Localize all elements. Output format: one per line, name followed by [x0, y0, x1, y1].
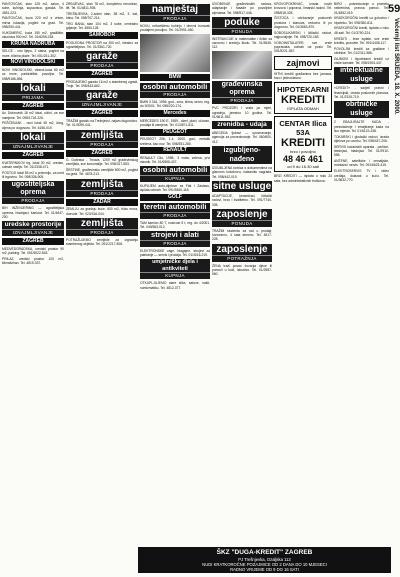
section-subtitle: IZNAJMLJIVANJE	[66, 101, 138, 108]
column-6	[334, 2, 389, 575]
equipment-photo	[212, 51, 272, 79]
section-subtitle: PRODAJA	[66, 62, 138, 69]
section-subtitle: PRODAJA	[66, 229, 138, 236]
classified-ad: G. Dubrava - Trnava, 1200 m2 građevinskog zemljišta, sve komunalije. Tel. 098/317-553.	[66, 158, 138, 167]
section-header	[212, 209, 272, 227]
section-title: garaže	[86, 90, 118, 102]
classified-ad: VODOINSTALATER, sve vrste popravaka, odmah na poziv. Tel. 091/5221-067.	[274, 40, 332, 54]
section-title: intelektualne usluge	[340, 67, 383, 83]
section-subtitle: PRODAJA	[2, 197, 64, 204]
classified-ad: INSTRUKCIJE iz matematike i fizike za osnovnu i srednju školu. Tel. 01/3845-112.	[212, 36, 272, 50]
brand-tag: PEUGEOT	[140, 129, 210, 136]
classified-ad: MERCEDES 190 E, 1989., dizel, plavi, očuvan, prodaja ili zamjena. Tel. 01/3871-611.	[140, 118, 210, 127]
classified-ad: TOKARSKI i glodački radovi, izrada dijelova po uzorku. Tel. 098/447-206.	[334, 134, 389, 143]
credit-title: KREDITI	[281, 94, 325, 107]
credit-tagline: brzo i povoljno	[290, 149, 316, 155]
section-title: poduke	[224, 16, 260, 28]
section-title: građevinska oprema	[221, 81, 263, 97]
classified-ad: SELCE - vrlo lijepo, 2 stana, pogled na more, blizina plaže. Tel. 051/241-302.	[2, 49, 64, 58]
page-number: 59	[388, 3, 400, 15]
credit-phone: 48 46 461	[282, 154, 324, 165]
footer-line: NUDI KRATKOROČNE POZAJMICE OD 2 DANA DO 10 MJESECI	[202, 561, 327, 567]
section-title: uredske prostorije	[4, 221, 62, 229]
footer-line: RADNO VRIJEME OD 9 DO 16 SATI	[230, 566, 299, 572]
classified-ad: POSTOJI lokal 55 m2 u prizemlju, za ured ili trgovinu. Tel. 098/336-905.	[2, 170, 64, 179]
classified-ad: TRG BANA, stan 104 m2, 3 sobe, centralno grijanje. Tel. 4550-128.	[66, 22, 138, 31]
section-header	[212, 181, 272, 192]
classified-ad: ZEMLJU za gradnju kuće, 600 m2, blizu mora, dozvole. Tel. 023/316-044.	[66, 207, 138, 216]
classified-ad: PEŠČENJAK - novi lokal 45 m2, izlog, cijena po dogovoru. Tel. 6156-019.	[2, 121, 64, 130]
footer-line: PJ Trešnjevka, Ozaljska 113	[238, 556, 291, 562]
section-header	[2, 181, 64, 204]
section-subtitle: IZNAJMLJIVANJE	[2, 143, 64, 150]
credit-hours: od 9 do 16.30 sati	[287, 164, 319, 170]
section-header	[66, 51, 138, 69]
classified-ad: ŽENA traži posao čuvanja djece ili pomoći u kući, iskustvo. Tel. 01/2987-560.	[212, 263, 272, 277]
section-header	[2, 83, 64, 101]
section-title: lokali	[20, 132, 46, 144]
classified-ad: 2 EBAJLIRAJTE KADA - presvlačenje i emajliranje kada na licu mjesta. Tel. 01/6122-438.	[334, 120, 389, 133]
section-subtitle: PRODAJA	[140, 91, 210, 98]
section-title: zemljišta	[80, 129, 124, 141]
credit-title: KREDITI	[281, 137, 325, 150]
page-header-strip	[388, 0, 400, 577]
classified-ad: ŠESTINE, građevinsko zemljište 800 m2, pogled na grad. Tel. 4678-213.	[66, 168, 138, 177]
credit-headline: HIPOTEKARNI	[277, 85, 329, 95]
section-header	[334, 101, 389, 118]
classified-ad: KVATERNIKOV trg, lokal 30 m2, uredan, odmah useljiv. Tel. 01/2338-471.	[2, 160, 64, 169]
section-title: zemljišta	[80, 217, 124, 229]
section-header	[140, 4, 210, 22]
classified-ad: «CREDIT» - savjeti pravni i financijski, izrada poslovnih planova. Tel. 01/2315-719.	[334, 86, 389, 99]
classified-ad: HITNI krediti građanima bez jamaca, brzo i jednostavno.	[274, 71, 332, 81]
classified-ad: ELEKTROSERVIS TV i video uređaja, dolazak u kuću. Tel. 01/3632-770.	[334, 169, 389, 182]
section-title: osobni automobili	[142, 165, 208, 175]
classified-ad: ADAPTACIJE, keramičari, ličilački radovi, brzo i kvalitetno. Tel. 091/7740-335.	[212, 193, 272, 207]
classified-ad: VUKOMERIC, kuća 150 m2, gradilište, okućnica 900 m2. Tel. 01/6255-018.	[2, 30, 64, 40]
classified-ad: NOVU, nekorištenu kuhinju i dnevni boravak prodajem povoljno. Tel. 01/2991-460.	[140, 24, 210, 33]
brand-tag: GOLF	[140, 194, 210, 201]
section-header	[140, 203, 210, 219]
section-subtitle: PONUDA	[212, 28, 272, 35]
section-title: umjetničke djela i antikviteti	[152, 259, 198, 272]
city-banner: ZAGREB	[2, 152, 64, 159]
classified-ad: POVOLJNI krediti za građane i obrtnike. Tel. 01/2311-986.	[334, 46, 389, 55]
classified-ad: SERVIS kućanskih aparata - perilice, štednjaci, hladnjaci. Tel. 01/2910-556.	[334, 144, 389, 158]
credit-ad-box	[274, 82, 332, 114]
classified-ad: TAM kamion 80 T, nosivost 5 t, reg. do 4/2001. Tel. 049/563-012.	[140, 220, 210, 229]
credit-ad-box	[274, 116, 332, 172]
section-header	[212, 146, 272, 164]
classified-ad: PANTOVČAK, kuća 220 m2 s vrtom, mirna lokacija, pogled na grad. Tel. 098/250-441.	[2, 16, 64, 29]
column-2	[66, 2, 138, 575]
section-title: teretni automobili	[143, 202, 207, 212]
section-header	[140, 259, 210, 279]
classified-ad: BIH INŽENJERING — ugostiteljska oprema, hladnjaci, šankovi. Tel. 01/4847-200.	[2, 206, 64, 219]
classified-ad: TRAŽIM studenta za rad u prodaji, honorarno, 4 sata dnevno. Tel. 4617-228.	[212, 228, 272, 242]
classified-ad: ABECEDA ljubavi — upoznavanje, agencija za posredovanje. Tel. 060/600-412.	[212, 131, 272, 144]
brand-tag: Mercedes	[140, 110, 210, 117]
section-header	[2, 221, 64, 236]
section-subtitle: KUPNJA	[140, 272, 210, 279]
section-subtitle: PRODAJA	[66, 190, 138, 197]
classified-ad: KROVOPOKRIVAČ, izrada novih krovova i popravci, limarski radovi. Tel. 098/618-325.	[274, 2, 332, 15]
classified-ad: MEDVEDGRADSKA, uredski prostor 90 m2, parking. Tel. 091/5022-843.	[2, 246, 64, 255]
section-title: obrtničke usluge	[345, 101, 378, 117]
classified-ad: RENAULT Clio, 1998., 3 vrata, zelena, prvi vlasnik. Tel. 01/6558-407.	[140, 155, 210, 165]
section-subtitle: KUPNJA	[140, 175, 210, 182]
classified-ad: KRATKOROČNI krediti uz gotovinu i hipoteku. Tel. 098/350-811.	[334, 16, 389, 25]
section-title: strojevi i alati	[151, 230, 199, 240]
section-subtitle: PRODAJA	[140, 240, 210, 247]
section-title: izgubljeno-nađeno	[223, 147, 261, 164]
section-header	[140, 231, 210, 247]
section-title: lokali	[20, 82, 46, 94]
city-banner: ZAGREB	[2, 103, 64, 110]
footer-credit-ad	[138, 547, 391, 573]
section-subtitle: PRIJAMA	[2, 94, 64, 101]
city-banner: ZAGREB	[66, 110, 138, 117]
column-1	[2, 2, 64, 575]
classified-ad: PRODAJEMO garažu 16 m2 u stambenoj zgradi, Trnje. Tel. 098/443-662.	[66, 79, 138, 89]
city-banner: SAMOBOR	[66, 32, 138, 39]
section-subtitle: PRODAJA	[212, 97, 272, 104]
classified-ad: NOVI VINODOLSKI, vikend-kuća 80 m2 uz more, parkiralište, povoljno. Tel. 098/9186-556.	[2, 67, 64, 81]
date-line: Večernji list SRIJEDA, 18. X. 2000.	[393, 18, 399, 115]
classified-ad: SOBOSLIKARSKI i ličilački radovi, najpovoljnije. Tel. 098/720-183.	[274, 30, 332, 40]
classified-ad: OTKUPLJUJEMO stare slike, satove, nakit, numizmatiku. Tel. 4812-377.	[140, 281, 210, 290]
section-subtitle: PRODAJA	[66, 141, 138, 148]
section-subtitle: IZNAJMLJIVANJE	[2, 229, 64, 236]
classified-ad: PVC PROZORI i vrata po mjeri, ugradnja, jamstvo 10 godina. Tel. 01/6611-952.	[212, 106, 272, 119]
column-3	[140, 2, 210, 575]
classified-ad: TRAŽIM garažu na Trešnjevci, najam dugoročno. Tel. 01/3099-441.	[66, 118, 138, 128]
section-header	[212, 121, 272, 129]
classified-ad: PRILAZ, uredski prostor 120 m2, klimatiziran. Tel. 4819-337.	[2, 256, 64, 266]
classified-ad: ZAJMOVI i hipotekarni krediti uz niske kamate. Tel. 098/1903-447.	[334, 56, 389, 66]
classified-ad: PEUGEOT 206, 1.4, 2000. god., metalik srebrna, kao nov. Tel. 098/351-280.	[140, 137, 210, 146]
section-subtitle: PONUDA	[212, 220, 272, 227]
brand-tag: RENAULT	[140, 147, 210, 154]
section-header	[212, 244, 272, 262]
classified-ad: BMW 3 316, 1996. god., crna, klima, servo, reg. do 9/2001. Tel. 098/220-174.	[140, 100, 210, 109]
section-title: zrenidba - udaja	[217, 121, 267, 129]
brand-tag: BMW	[140, 74, 210, 81]
classified-ad: KREDITI - brze isplate, sve vrste kredita, pozovite. Tel. 091/4408-117.	[334, 36, 389, 45]
section-title: sitne usluge	[212, 180, 272, 192]
city-banner: ZAGREB	[2, 238, 64, 245]
credit-address: CENTAR Ilica 53A	[279, 119, 327, 138]
classified-ad: ANTENE, satelitske i zemaljske, montaža i servis. Tel. 091/6623-415.	[334, 159, 389, 168]
section-header	[334, 67, 389, 84]
classified-ad: ČISTOĆA i održavanje poslovnih prostora i stanova, redovno ili po dogovoru. Tel. 01/3663-870.	[274, 16, 332, 29]
city-banner: ZADAR	[66, 199, 138, 206]
zajmovi-box	[274, 56, 332, 70]
section-header	[212, 17, 272, 35]
section-subtitle: PRODAJA	[140, 212, 210, 219]
classified-ad: KUPUJEM auto-dijelove za Fiat i Zastavu, isplata odmah. Tel. 091/5540-118.	[140, 183, 210, 193]
section-header	[66, 130, 138, 148]
classified-ad: PANTOVČAK, stan 125 m2, salon, 4 sobe, kuhinja, kupaonica, garaža. Tel. 4551-223.	[2, 2, 64, 15]
section-title: zaposlenje	[216, 243, 268, 255]
classified-ad: BIRO - posredovanje u prometu nekretnina, pravna pomoć. Tel. 01/4552-019.	[334, 2, 389, 15]
section-header	[66, 90, 138, 108]
section-subtitle: POTRAŽNJA	[212, 255, 272, 262]
section-banner: NOVI VINODOLSKI	[2, 59, 64, 66]
classified-ad: ELEKTRONSKE vage, blagajne, strojevi za pakiranje — servis i prodaja. Tel. 01/3016-219.	[140, 248, 210, 257]
city-banner: ZAGREB	[66, 150, 138, 157]
classifieds-page	[2, 2, 388, 575]
classified-ad: IZGUBLJENA torbica s dokumentima na glavnom kolodvoru, nalazniku nagrada. Tel. 098/442-019.	[212, 166, 272, 179]
section-header	[140, 83, 210, 99]
column-5	[274, 2, 332, 575]
classified-ad: POTRAŽUJEMO zemljište za izgradnju stambenog objekta. Tel. 091/2217-508.	[66, 237, 138, 247]
classified-ad: POGLEDNA PROSTOR na 200 m2, idealno za ugostiteljstvo. Tel. 01/3361-720.	[66, 40, 138, 50]
section-header	[66, 218, 138, 236]
footer-title: ŠKZ "DUGA-KREDIT" ZAGREB	[216, 548, 313, 556]
section-title: osobni automobili	[142, 81, 208, 91]
car-photo	[140, 34, 210, 72]
credit-subtitle: ISPLATA ODMAH	[287, 106, 319, 112]
section-header	[66, 179, 138, 197]
section-header	[140, 166, 210, 182]
column-4	[212, 2, 272, 575]
city-banner: ZAGREB	[66, 71, 138, 78]
section-title: zemljišta	[80, 178, 124, 190]
classified-ad: ZRINJEVAC, stan 78 m2, kompletno renoviran, lift. Tel. 01/4811-905.	[66, 2, 138, 11]
section-title: namještaj	[151, 4, 199, 15]
section-title: zajmovi	[286, 57, 320, 68]
section-title: zaposlenje	[216, 208, 268, 220]
classified-ad: IZVOĐENJE građevinskih radova, adaptacije i fasade po povoljnim cijenama. Tel. 098/917-446.	[212, 2, 272, 15]
section-header	[212, 81, 272, 104]
classified-ad: KRATKOROČNI kredit, isplata u roku 48 sati. Tel. 01/3790-224.	[334, 26, 389, 35]
classified-ad: BRZI KREDITI — isplata u roku 24 sata, bez administrativnih troškova.	[274, 174, 332, 183]
section-title: ugostiteljska oprema	[11, 181, 55, 197]
section-title: garaže	[86, 51, 118, 63]
section-subtitle: PRODAJA	[140, 15, 210, 22]
section-header	[2, 132, 64, 150]
classified-ad: Av. Dubrovnik 18 m2 lokal, ulični, za sve namjene. Tel. 098/1716-226.	[2, 111, 64, 120]
section-banner: KRUNA NADRUBA	[2, 41, 64, 48]
classified-ad: TREŠNJEVKA, 2-sobni stan, 58 m2, 3. kat, hitno. Tel. 098/707-214.	[66, 12, 138, 21]
